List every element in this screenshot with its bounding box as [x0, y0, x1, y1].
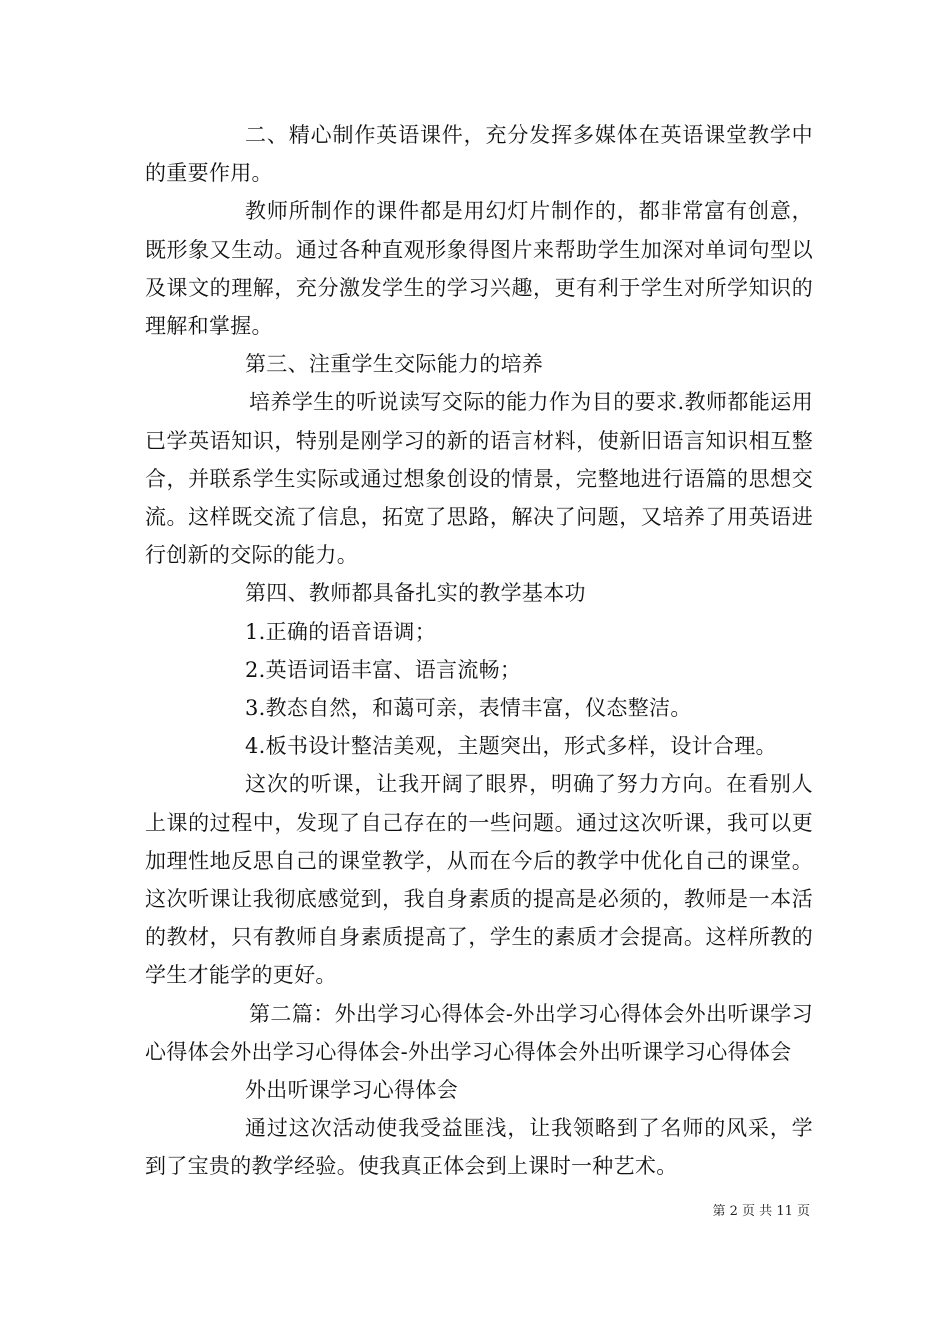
list-item-vocabulary: 2.英语词语丰富、语言流畅； [245, 657, 522, 682]
list-item-manner: 3.教态自然，和蔼可亲，表情丰富，仪态整洁。 [245, 696, 692, 721]
paragraph-activity-body: 通过这次活动使我受益匪浅，让我领略到了名师的风采，学到了宝贵的教学经验。使我真正体会到上课时一种艺术。 [145, 1116, 813, 1179]
document-body [145, 116, 813, 1186]
paragraph-courseware-body: 教师所制作的课件都是用幻灯片制作的，都非常富有创意，既形象又生动。通过各种直观形象得图片来帮助学生加深对单词句型以及课文的理解，充分激发学生的学习兴趣，更有利于学生对所学知识的理解和掌握。 [145, 199, 813, 339]
list-item-blackboard: 4.板书设计整洁美观，主题突出，形式多样，设计合理。 [245, 734, 777, 759]
paragraph-reflection: 这次的听课，让我开阔了眼界，明确了努力方向。在看别人上课的过程中，发现了自己存在的一些问题。通过这次听课，我可以更加理性地反思自己的课堂教学，从而在今后的教学中优化自己的课堂。这次听课让我彻底感觉到，我自身素质的提高是必须的，教师是一本活的教材，只有教师自身素质提高了，学生的素质才会提高。这样所教的学生才能学的更好。 [145, 772, 813, 988]
list-item-pronunciation: 1.正确的语音语调； [245, 619, 437, 644]
paragraph-second-article-title: 第二篇：外出学习心得体会-外出学习心得体会外出听课学习心得体会外出学习心得体会-外出学习心得体会外出听课学习心得体会 [145, 1001, 813, 1064]
paragraph-communication-body: 培养学生的听说读写交际的能力作为目的要求.教师都能运用已学英语知识，特别是刚学习的新的语言材料，使新旧语言知识相互整合，并联系学生实际或通过想象创设的情景，完整地进行语篇的思想交流。这样既交流了信息，拓宽了思路，解决了问题，又培养了用英语进行创新的交际的能力。 [145, 390, 813, 568]
paragraph-heading-courseware: 二、精心制作英语课件，充分发挥多媒体在英语课堂教学中的重要作用。 [145, 123, 813, 186]
page-number-footer: 第 2 页 共 11 页 [712, 1204, 810, 1219]
paragraph-heading-basic-skills: 第四、教师都具备扎实的教学基本功 [245, 581, 586, 606]
paragraph-subtitle: 外出听课学习心得体会 [245, 1078, 458, 1103]
paragraph-heading-communication: 第三、注重学生交际能力的培养 [245, 352, 544, 377]
